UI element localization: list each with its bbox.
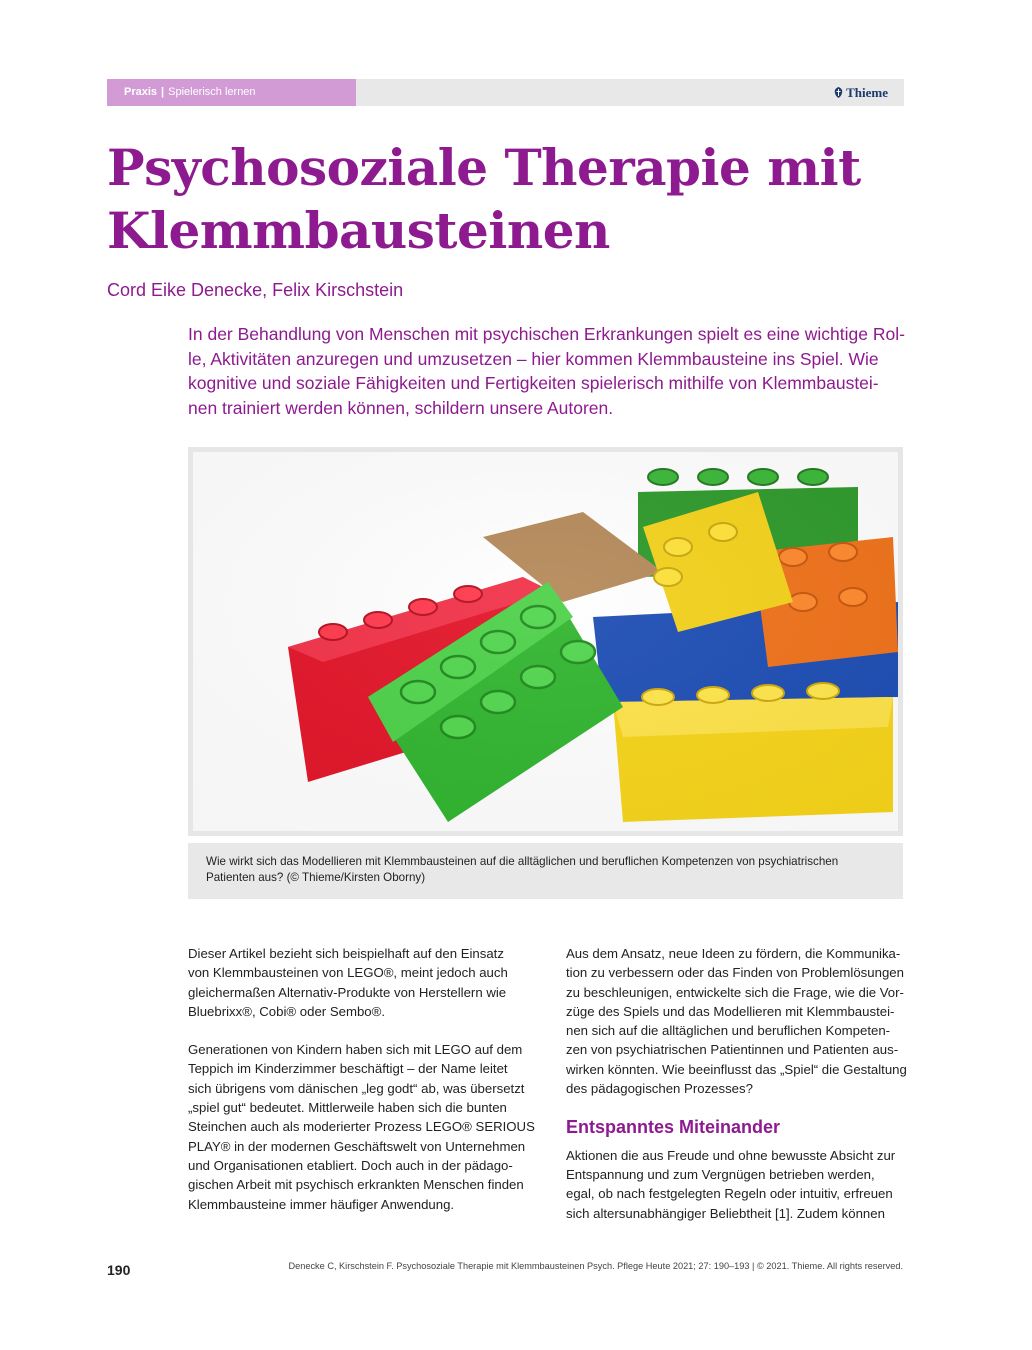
title-line-2: Klemmbausteinen <box>107 201 610 260</box>
page-number: 190 <box>107 1262 131 1278</box>
body-line: PLAY® in der modernen Geschäftswelt von Unternehmen <box>188 1138 526 1154</box>
body-line: sich übrigens vom dänischen „leg godt“ ab, was übersetzt <box>188 1080 525 1096</box>
body-line: des pädagogischen Prozesses? <box>566 1081 753 1097</box>
figure-caption <box>188 843 903 899</box>
lead-line: nen trainiert werden können, schildern unsere Autoren. <box>188 397 614 418</box>
caption-line: Wie wirkt sich das Modellieren mit Klemmbausteinen auf die alltäglichen und beruflichen Kompetenzen von psychiatrischen <box>206 855 839 868</box>
body-line: zu beschleunigen, entwickelte sich die Frage, wie die Vor- <box>566 984 904 1000</box>
body-line: Bluebrixx®, Cobi® oder Sembo®. <box>188 1003 386 1019</box>
section-separator: | <box>161 86 165 98</box>
body-line: züge des Spiels und das Modellieren mit Klemmbaustei- <box>566 1003 895 1019</box>
section-heading: Entspanntes Miteinander <box>566 1117 781 1138</box>
section-label: Praxis <box>124 86 158 98</box>
body-column-right <box>566 944 906 1223</box>
citation: Denecke C, Kirschstein F. Psychosoziale Therapie mit Klemmbausteinen Psych. Pflege Heute 2021; 27: 190–193 | © 2021. Thieme. All rights reserved. <box>288 1261 903 1271</box>
body-line: Generationen von Kindern haben sich mit LEGO auf dem <box>188 1042 523 1058</box>
body-line: gischen Arbeit mit psychisch erkrankten Menschen finden <box>188 1177 524 1193</box>
body-line: Klemmbausteine immer häufiger Anwendung. <box>188 1196 455 1212</box>
lead-line: In der Behandlung von Menschen mit psychischen Erkrankungen spielt es eine wichtige Rol- <box>188 324 905 344</box>
authors: Cord Eike Denecke, Felix Kirschstein <box>107 280 404 300</box>
section-tag <box>107 79 356 106</box>
body-line: Aus dem Ansatz, neue Ideen zu fördern, die Kommunika- <box>566 946 901 961</box>
lead-line: kognitive und soziale Fähigkeiten und Fertigkeiten spielerisch mithilfe von Klemmbaustei- <box>188 373 879 394</box>
thieme-logo-icon <box>834 87 843 98</box>
body-column-left <box>188 944 535 1214</box>
figure-frame <box>188 447 903 836</box>
body-line: nen sich auf die alltäglichen und beruflichen Kompeten- <box>566 1023 891 1039</box>
paragraph-gap <box>188 1021 528 1040</box>
body-line: wirken könnten. Wie beeinflusst das „Spiel“ die Gestaltung <box>566 1061 907 1077</box>
body-line: gleichermaßen Alternativ-Produkte von Herstellern wie <box>188 984 507 1000</box>
lead-line: le, Aktivitäten anzuregen und umzusetzen – hier kommen Klemmbausteine ins Spiel. Wie <box>188 348 879 369</box>
body-line: und Organisationen etabliert. Doch auch in der pädago- <box>188 1157 513 1173</box>
body-line: Aktionen die aus Freude und ohne bewusste Absicht zur <box>566 1147 896 1163</box>
header-band <box>107 79 904 106</box>
body-line: von Klemmbausteinen von LEGO®, meint jedoch auch <box>188 965 508 981</box>
title-line-1: Psychosoziale Therapie mit <box>107 138 861 197</box>
article-title <box>107 136 907 262</box>
body-line: sich altersunabhängiger Beliebtheit [1]. Zudem können <box>566 1205 885 1221</box>
caption-line: Patienten aus? (© Thieme/Kirsten Oborny) <box>206 871 426 884</box>
body-line: egal, ob nach festgelegten Regeln oder intuitiv, erfreuen <box>566 1186 893 1202</box>
publisher-name: Thieme <box>846 85 888 100</box>
publisher-logo <box>834 79 888 106</box>
body-line: „spiel gut“ bedeutet. Mittlerweile haben sich die bunten <box>188 1100 507 1116</box>
body-line: Dieser Artikel bezieht sich beispielhaft auf den Einsatz <box>188 946 504 961</box>
body-line: zen von psychiatrischen Patientinnen und Patienten aus- <box>566 1042 899 1058</box>
subsection-label: Spielerisch lernen <box>168 86 256 98</box>
body-line: Entspannung und zum Vergnügen betrieben werden, <box>566 1166 875 1182</box>
lead-paragraph <box>188 322 904 420</box>
body-line: Teppich im Kinderzimmer beschäftigt – der Name leitet <box>188 1061 508 1077</box>
lego-bricks-photo <box>193 452 898 831</box>
body-line: Steinchen auch als moderierter Prozess LEGO® SERIOUS <box>188 1119 535 1135</box>
body-line: tion zu verbessern oder das Finden von Problemlösungen <box>566 965 904 981</box>
